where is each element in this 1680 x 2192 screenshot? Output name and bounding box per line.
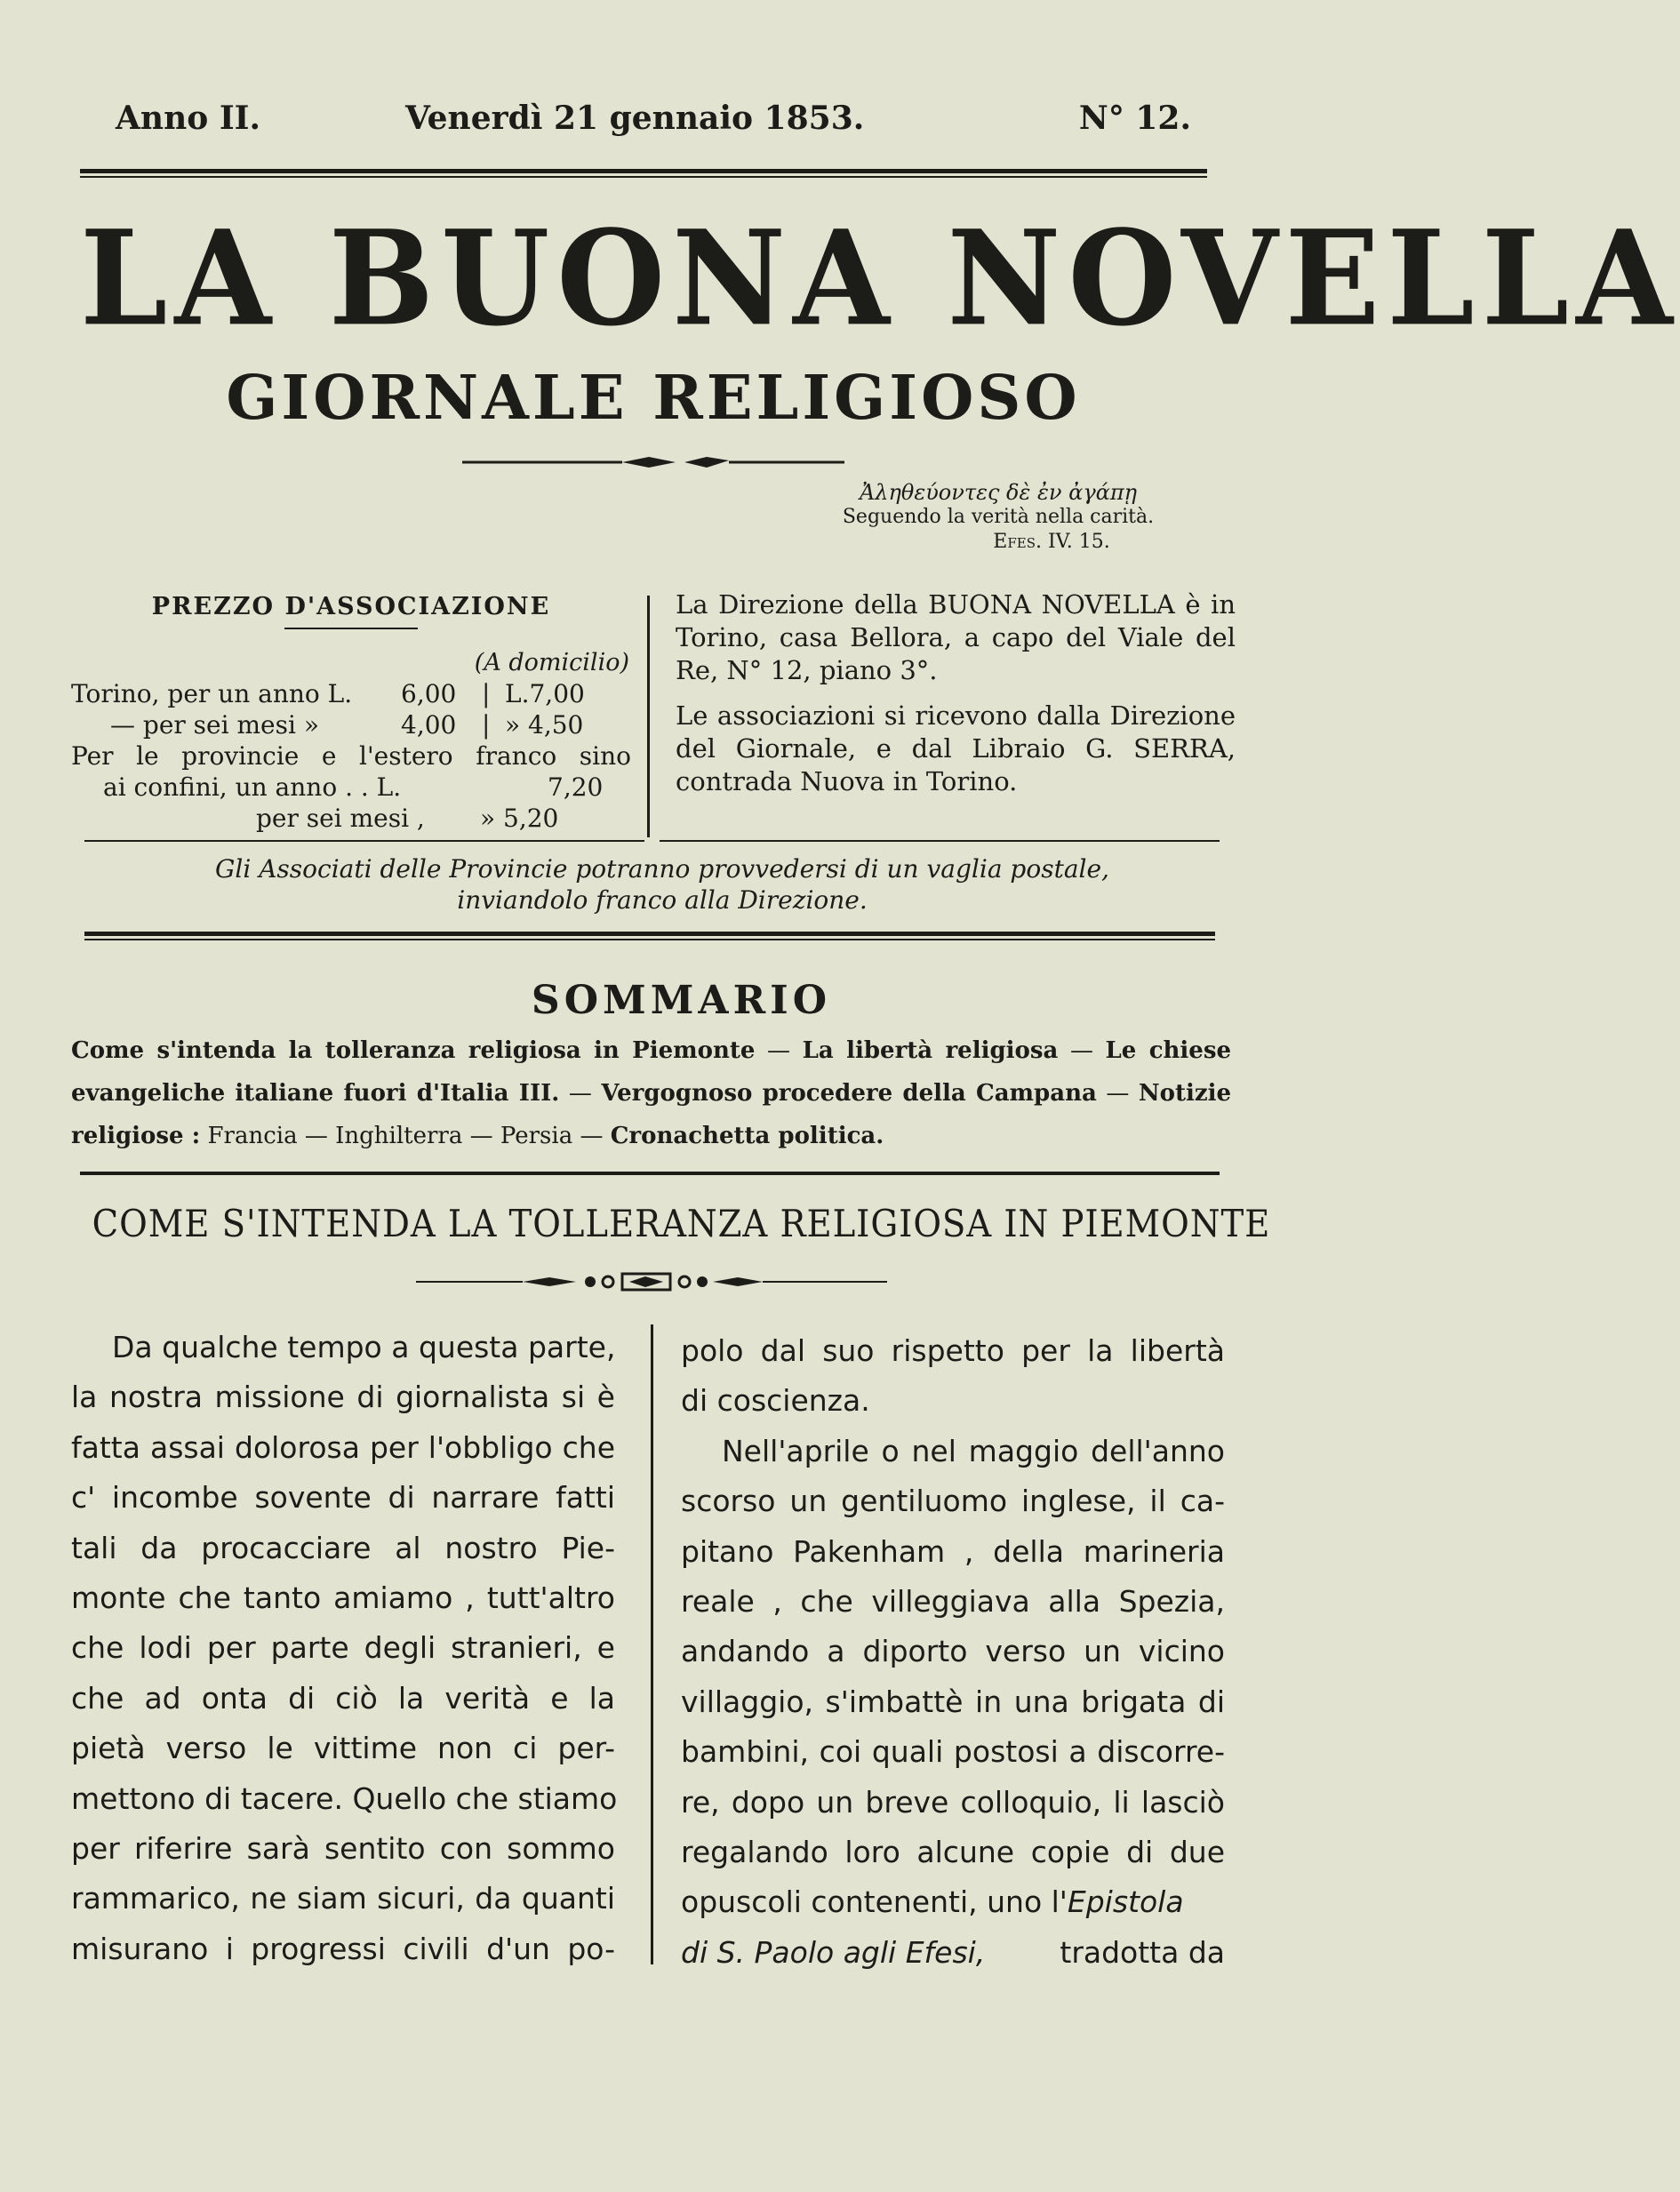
sommario-item: Cronachetta politica. — [610, 1123, 884, 1149]
masthead-title: LA BUONA NOVELLA — [80, 202, 1680, 356]
article-line: villaggio, s'imbattè in una brigata di — [681, 1684, 1225, 1719]
price-row-value: 6,00 — [401, 679, 457, 708]
article-line: c' incombe sovente di narrare fatti — [71, 1480, 615, 1516]
article-line: misurano i progressi civili d'un po- — [71, 1931, 615, 1966]
article-line: pietà verso le vittime non ci per- — [71, 1731, 615, 1766]
sommario-body: Come s'intenda la tolleranza religiosa in Piemonte — La libertà religiosa — Le chiese evangeliche italiane fuori d'Italia III. — Vergognoso procedere della Campana — Notizie religiose : Francia — Inghilterra — Persia — Cronachetta politica. — [71, 1037, 1232, 1149]
article-line: che lodi per parte degli stranieri, e — [71, 1630, 615, 1666]
article-line: la nostra missione di giornalista si è — [71, 1380, 615, 1415]
motto-italian: Seguendo la verità nella carità. — [842, 506, 1155, 528]
price-row-sep: | — [482, 679, 491, 708]
sommario-item: Inghilterra — [335, 1123, 463, 1149]
ornament-divider — [462, 452, 844, 473]
price-row-domicile: » 4,50 — [505, 710, 584, 740]
article-line: Da qualche tempo a questa parte, — [112, 1330, 616, 1364]
article-line: pitano Pakenham , della marineria — [681, 1533, 1225, 1569]
notice-rule-thin — [84, 939, 1215, 940]
price-heading-rule — [284, 628, 418, 629]
article-line: rammarico, ne siam sicuri, da quanti — [71, 1881, 615, 1916]
notice-line-1: Gli Associati delle Provincie potranno provvedersi di un vaglia postale, — [215, 854, 1109, 884]
article-ornament — [416, 1269, 887, 1294]
price-provinces-3: per sei mesi , » 5,20 — [256, 804, 559, 833]
price-box — [71, 591, 631, 834]
issue-header — [116, 100, 1191, 135]
sommario-item: Persia — [500, 1123, 573, 1149]
price-provinces-1: Per le provincie e l'estero franco sino — [71, 741, 631, 771]
header-rule-thick — [80, 169, 1207, 173]
direction-subscriptions: Le associazioni si ricevono dalla Direzione del Giornale, e dal Libraio G. SERRA, contrada Nuova in Torino. — [676, 700, 1236, 796]
domicile-label: (A domicilio) — [474, 649, 629, 676]
italic-title: Epistola — [1067, 1884, 1184, 1920]
article-line: bambini, coi quali postosi a discorre- — [681, 1734, 1225, 1770]
direction-box-rule — [660, 840, 1220, 842]
price-heading: PREZZO D'ASSOCIAZIONE — [151, 593, 551, 620]
sommario-item: Notizie religiose : — [71, 1080, 1232, 1149]
motto-reference: Efes. IV. 15. — [993, 531, 1110, 553]
issue-date: Venerdì 21 gennaio 1853. — [405, 100, 865, 137]
header-rule-thin — [80, 176, 1207, 178]
price-row-value: 4,00 — [401, 710, 457, 740]
article-line: reale , che villeggiava alla Spezia, — [681, 1583, 1225, 1619]
sommario-item: Le chiese evangeliche italiane fuori d'Italia III. — [71, 1037, 1232, 1107]
column-separator — [647, 596, 650, 837]
article-line: per riferire sarà sentito con sommo — [71, 1830, 615, 1866]
notice-rule-thick — [84, 932, 1215, 936]
direction-address: La Direzione della BUONA NOVELLA è in Torino, casa Bellora, a capo del Viale del Re, N° 12, piano 3°. — [676, 589, 1236, 685]
article-line: tali da procacciare al nostro Pie- — [71, 1530, 615, 1565]
article-line: regalando loro alcune copie di due — [681, 1834, 1225, 1869]
price-row-label: Torino, per un anno L. — [71, 679, 353, 708]
direction-box — [676, 588, 1236, 811]
article-line: che ad onta di ciò la verità e la — [71, 1680, 615, 1716]
price-row-label: — per sei mesi » — [110, 710, 319, 740]
price-row-domicile: L.7,00 — [505, 679, 585, 708]
sommario-rule — [80, 1172, 1220, 1175]
notice-line-2: inviandolo franco alla Direzione. — [457, 885, 868, 915]
price-row-half — [71, 709, 631, 740]
price-row-sep: | — [482, 710, 491, 740]
article-column-separator — [651, 1324, 653, 1964]
article-title: COME S'INTENDA LA TOLLERANZA RELIGIOSA IN PIEMONTE — [92, 1202, 1271, 1245]
article-line: di S. Paolo agli Efesi, tradotta da — [681, 1934, 1225, 1970]
issue-year: Anno II. — [116, 100, 261, 137]
article-line: andando a diporto verso un vicino — [681, 1634, 1225, 1669]
sommario-title: SOMMARIO — [531, 978, 832, 1023]
masthead-subtitle: GIORNALE RELIGIOSO — [226, 363, 1081, 434]
article-line: mettono di tacere. Quello che stiamo — [71, 1780, 618, 1816]
article-line: opuscoli contenenti, uno l'Epistola — [681, 1884, 1184, 1920]
article-line: monte che tanto amiamo , tutt'altro — [71, 1580, 615, 1615]
article-line: scorso un gentiluomo inglese, il ca- — [681, 1484, 1225, 1519]
article-column-1 — [71, 1323, 618, 1974]
article-column-2 — [681, 1326, 1225, 1978]
notice — [107, 853, 1218, 916]
article-line: re, dopo un breve colloquio, li lasciò — [681, 1784, 1225, 1820]
issue-number: N° 12. — [1078, 100, 1191, 137]
motto — [812, 480, 1185, 555]
sommario-item: Come s'intenda la tolleranza religiosa in Piemonte — [71, 1037, 756, 1064]
price-row-year — [71, 678, 631, 709]
article-line: Nell'aprile o nel maggio dell'anno — [722, 1433, 1225, 1468]
article-line: di coscienza. — [681, 1383, 870, 1419]
motto-greek: Ἀληθεύοντες δὲ ἐν ἀγάπῃ — [859, 480, 1138, 505]
sommario-item: Francia — [207, 1123, 298, 1149]
article-line: fatta assai dolorosa per l'obbligo che — [71, 1429, 615, 1465]
price-box-rule — [84, 840, 644, 842]
sommario-item: La libertà religiosa — [802, 1037, 1059, 1064]
article-line: polo dal suo rispetto per la libertà — [681, 1333, 1225, 1368]
sommario-item: Vergognoso procedere della Campana — [601, 1080, 1097, 1107]
price-provinces-2: ai confini, un anno . . L. 7,20 — [103, 772, 604, 802]
